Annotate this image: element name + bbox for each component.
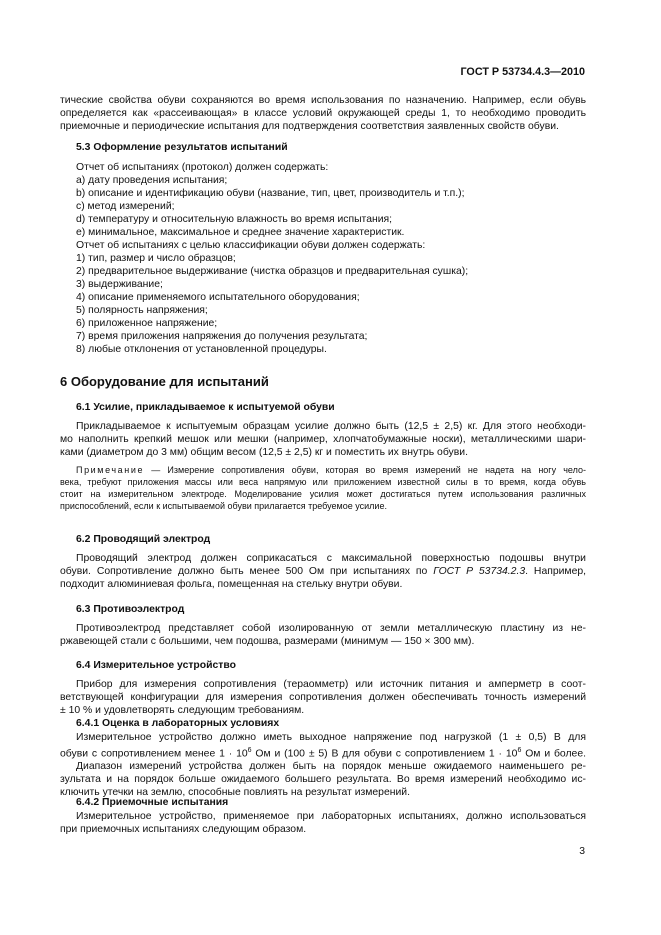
- text-line: при приемочных испытаниях следующим образом.: [60, 824, 307, 835]
- section-6-1-paragraph: [60, 420, 586, 459]
- text-line: Прикладываемое к испытуемым образцам усилие должно быть (12,5 ± 2,5) кг. Для этого необходи-: [76, 421, 586, 432]
- section-5-3-title: 5.3 Оформление результатов испытаний: [76, 142, 288, 153]
- text-line: зультата и на порядок больше ожидаемого большего результата. Во время измерений необходимо ис-: [60, 774, 586, 786]
- text-line: Измерительное устройство должно иметь выходное напряжение под нагрузкой (1 ± 0,5) В для: [76, 732, 586, 743]
- list-1-item: c) метод измерений;: [76, 201, 175, 212]
- page-number: 3: [579, 846, 585, 857]
- text-fragment: Ом и более.: [521, 748, 586, 760]
- list-1-item: b) описание и идентификацию обуви (название, тип, цвет, производитель и т.п.);: [76, 188, 465, 199]
- list-2-item: 6) приложенное напряжение;: [76, 318, 218, 329]
- note-label: Примечание: [76, 465, 145, 475]
- note-block: [60, 464, 586, 512]
- section-6-title: 6 Оборудование для испытаний: [60, 374, 269, 389]
- section-6-3-paragraph: [60, 622, 586, 648]
- note-line: приспособлений, если к испытываемой обуви прилагается требуемое усилие.: [60, 501, 387, 511]
- text-line: Противоэлектрод представляет собой изолированную от земли металлическую пластину из не-: [76, 623, 586, 634]
- list-2-item: 5) полярность напряжения;: [76, 305, 208, 316]
- text-line: Проводящий электрод должен соприкасаться с максимальной поверхностью подошвы внутри: [76, 553, 586, 564]
- text-line: ветствующей конфигурации для измерения сопротивления должен обеспечивать точность измерений: [60, 692, 586, 703]
- list-2-item: 2) предварительное выдерживание (чистка образцов и предварительная сушка);: [76, 266, 469, 277]
- text-line: ками (диаметром до 3 мм) общим весом (12,5 ± 2,5) кг и поместить их внутрь обуви.: [60, 447, 468, 458]
- text-line: определяется как «рассеивающая» в классе условий окружающей среды 1, то необходимо проводить: [60, 108, 586, 119]
- note-text: — Измерение сопротивления обуви, которая во время измерений не надета на ногу чело-: [144, 465, 586, 475]
- text-line: ключить утечки на землю, способные повлиять на результат измерений.: [60, 787, 410, 799]
- note-line: [60, 464, 586, 476]
- text-line: [60, 744, 586, 760]
- section-6-4-2-title: 6.4.2 Приемочные испытания: [76, 797, 229, 808]
- list-2-item: 8) любые отклонения от установленной процедуры.: [76, 344, 327, 355]
- text-fragment: обуви с сопротивлением менее 1 · 10: [60, 748, 248, 760]
- list-2-item: 3) выдерживание;: [76, 279, 163, 290]
- text-line: приемочные и периодические испытания для подтверждения соответствия заявленных свойств обуви.: [60, 121, 559, 132]
- list-lead: Отчет об испытаниях с целью классификации обуви должен содержать:: [76, 240, 426, 251]
- list-1-item: a) дату проведения испытания;: [76, 175, 228, 186]
- text-line: ± 10 % и удовлетворять следующим требованиям.: [60, 705, 305, 716]
- section-6-2-paragraph: [60, 552, 586, 591]
- text-line: Прибор для измерения сопротивления (тераомметр) или источник питания и амперметр в соот-: [76, 679, 586, 690]
- section-6-3-title: 6.3 Противоэлектрод: [76, 604, 185, 615]
- note-line: стоит на измерительном электроде. Моделирование усилия может достигаться путем использования различных: [60, 489, 586, 499]
- list-1-item: e) минимальное, максимальное и среднее значение характеристик.: [76, 227, 405, 238]
- text-line: мо наполнить крепкий мешок или мешки (например, хлопчатобумажные носки), металлическими шари-: [60, 434, 586, 445]
- text-fragment: Ом и (100 ± 5) В для обуви с сопротивлением 1 · 10: [251, 748, 518, 760]
- note-line: века, требуют приложения массы или веса напрямую или приложением известной силы в то время, когда обувь: [60, 477, 586, 487]
- document-header: ГОСТ Р 53734.4.3—2010: [460, 66, 585, 78]
- text-fragment: обуви. Сопротивление должно быть менее 500 Ом при испытаниях по: [60, 566, 428, 577]
- text-line: тические свойства обуви сохраняются во время использования по назначению. Например, если обувь: [60, 95, 586, 106]
- list-2-item: 1) тип, размер и число образцов;: [76, 253, 236, 264]
- list-lead: Отчет об испытаниях (протокол) должен содержать:: [76, 162, 329, 173]
- section-6-4-1-paragraph: [60, 731, 586, 799]
- section-6-1-title: 6.1 Усилие, прикладываемое к испытуемой обуви: [76, 402, 335, 413]
- section-6-4-1-title: 6.4.1 Оценка в лабораторных условиях: [76, 718, 280, 729]
- text-fragment: . Например,: [525, 566, 587, 577]
- section-6-4-paragraph: [60, 678, 586, 717]
- intro-paragraph: [60, 94, 586, 133]
- section-6-4-2-paragraph: [60, 810, 586, 836]
- text-line: [60, 565, 586, 578]
- text-line: подходит алюминиевая фольга, помещенная на стельку внутри обуви.: [60, 579, 403, 590]
- section-6-4-title: 6.4 Измерительное устройство: [76, 660, 236, 671]
- list-1-item: d) температуру и относительную влажность во время испытания;: [76, 214, 393, 225]
- exponent: 6: [517, 747, 522, 754]
- standard-reference: ГОСТ Р 53734.2.3: [433, 566, 526, 577]
- text-line: Диапазон измерений устройства должен быть на порядок меньше ожидаемого наименьшего ре-: [76, 761, 586, 773]
- exponent: 6: [247, 747, 252, 754]
- text-line: ржавеющей стали с большими, чем подошва, размерами (минимум — 150 × 300 мм).: [60, 636, 475, 647]
- text-line: Измерительное устройство, применяемое при лабораторных испытаниях, должно использоваться: [76, 811, 586, 822]
- section-6-2-title: 6.2 Проводящий электрод: [76, 534, 211, 545]
- list-2-item: 4) описание применяемого испытательного оборудования;: [76, 292, 360, 303]
- list-2-item: 7) время приложения напряжения до получения результата;: [76, 331, 368, 342]
